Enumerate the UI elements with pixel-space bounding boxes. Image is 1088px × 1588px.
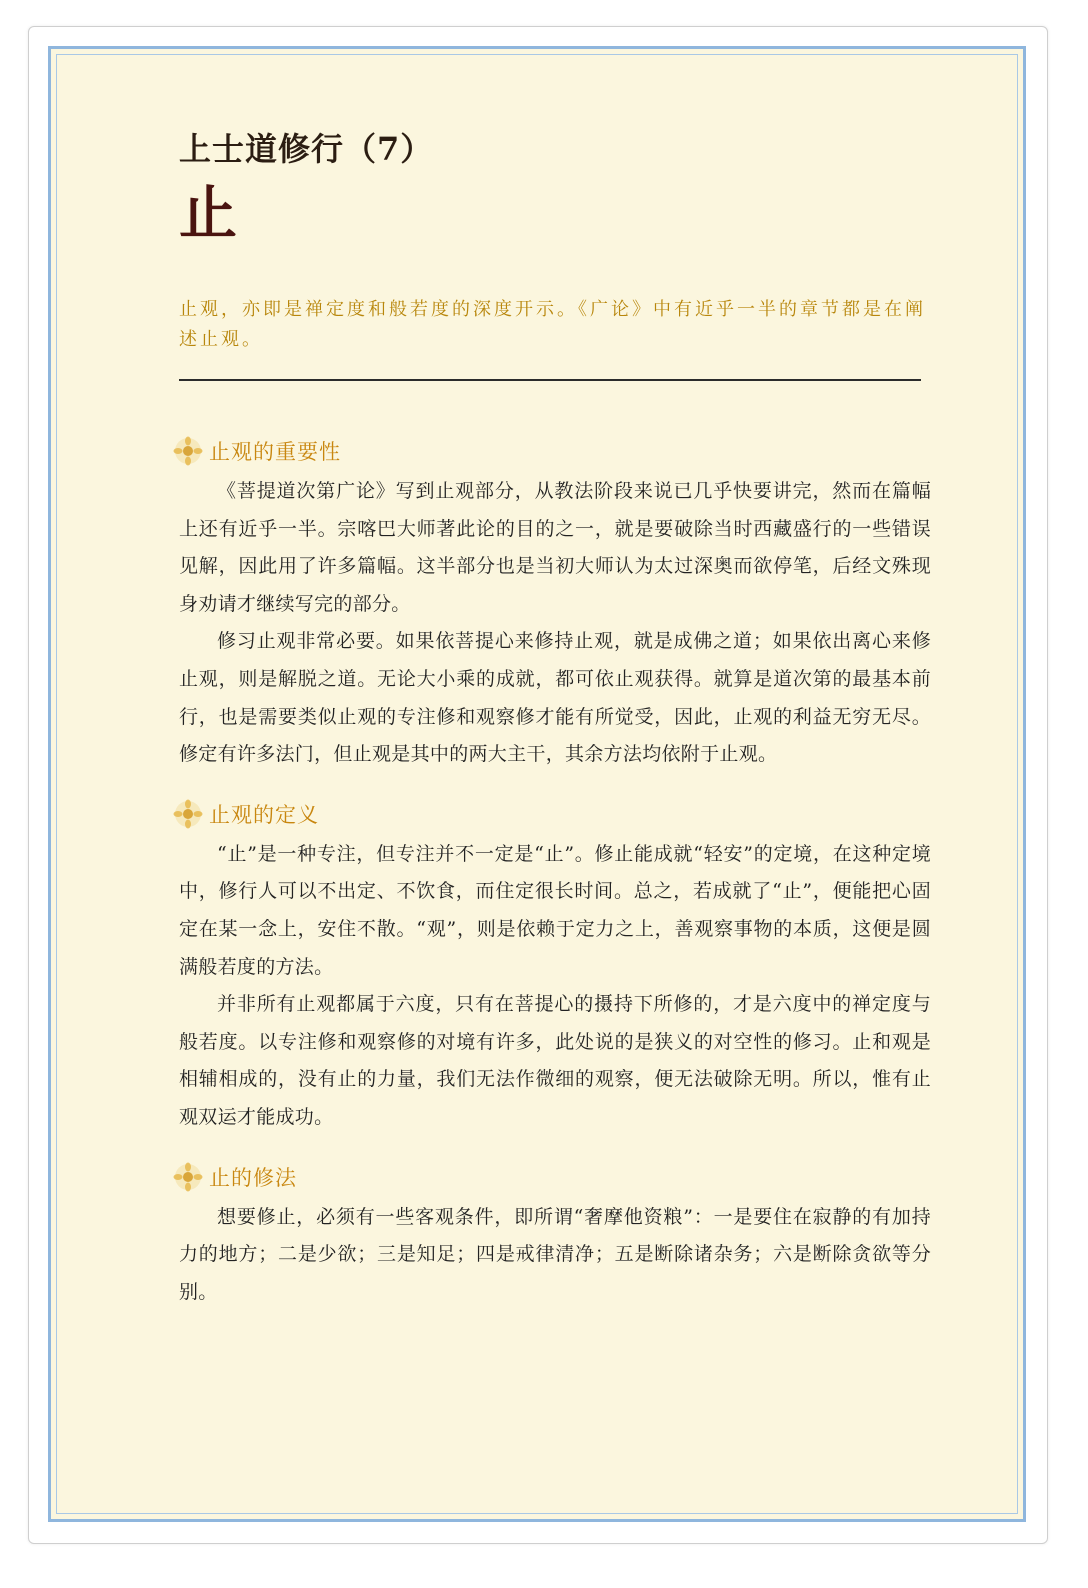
lotus-icon xyxy=(173,1162,203,1192)
chapter-intro: 止观，亦即是禅定度和般若度的深度开示。《广论》中有近乎一半的章节都是在阐述止观。 xyxy=(179,299,926,350)
lotus-icon xyxy=(173,436,203,466)
paragraph: 想要修止，必须有一些客观条件，即所谓“奢摩他资粮”：一是要住在寂静的有加持力的地方；二是少欲；三是知足；四是戒律清净；五是断除诸杂务；六是断除贪欲等分别。 xyxy=(179,1205,931,1303)
paragraph: 《菩提道次第广论》写到止观部分，从教法阶段来说已几乎快要讲完，然而在篇幅上还有近乎一半。宗喀巴大师著此论的目的之一，就是要破除当时西藏盛行的一些错误见解，因此用了许多篇幅。这半部分也是当初大师认为太过深奥而欲停笔，后经文殊现身劝请才继续写完的部分。 xyxy=(179,480,931,615)
section-title: 止观的重要性 xyxy=(209,440,341,464)
section-definition xyxy=(179,792,979,1137)
divider-rule xyxy=(179,379,921,381)
paragraph: 修习止观非常必要。如果依菩提心来修持止观，就是成佛之道；如果依出离心来修止观，则是解脱之道。无论大小乘的成就，都可依止观获得。就算是道次第的最基本前行，也是需要类似止观的专注修和观察修才能有所觉受，因此，止观的利益无穷无尽。修定有许多法门，但止观是其中的两大主干，其余方法均依附于止观。 xyxy=(179,630,931,766)
section-title: 止的修法 xyxy=(209,1165,297,1190)
book-page xyxy=(48,46,1026,1522)
paragraph: “止”是一种专注，但专注并不一定是“止”。修止能成就“轻安”的定境，在这种定境中，修行人可以不出定、不饮食，而住定很长时间。总之，若成就了“止”，便能把心固定在某一念上，安住不散。“观”，则是依赖于定力之上，善观察事物的本质，这便是圆满般若度的方法。 xyxy=(179,842,931,978)
paragraph: 并非所有止观都属于六度，只有在菩提心的摄持下所修的，才是六度中的禅定度与般若度。以专注修和观察修的对境有许多，此处说的是狭义的对空性的修习。止和观是相辅相成的，没有止的力量，我们无法作微细的观察，便无法破除无明。所以，惟有止观双运才能成功。 xyxy=(179,993,931,1128)
section-heading xyxy=(173,792,979,836)
section-heading xyxy=(173,1155,979,1199)
section-title: 止观的定义 xyxy=(209,802,319,827)
lotus-icon xyxy=(173,799,203,829)
section-importance xyxy=(179,429,979,774)
chapter-title: 止 xyxy=(179,179,238,247)
section-heading xyxy=(173,429,979,473)
page-content xyxy=(179,129,979,1311)
section-practice xyxy=(179,1155,979,1312)
series-title: 上士道修行（7） xyxy=(179,130,434,168)
